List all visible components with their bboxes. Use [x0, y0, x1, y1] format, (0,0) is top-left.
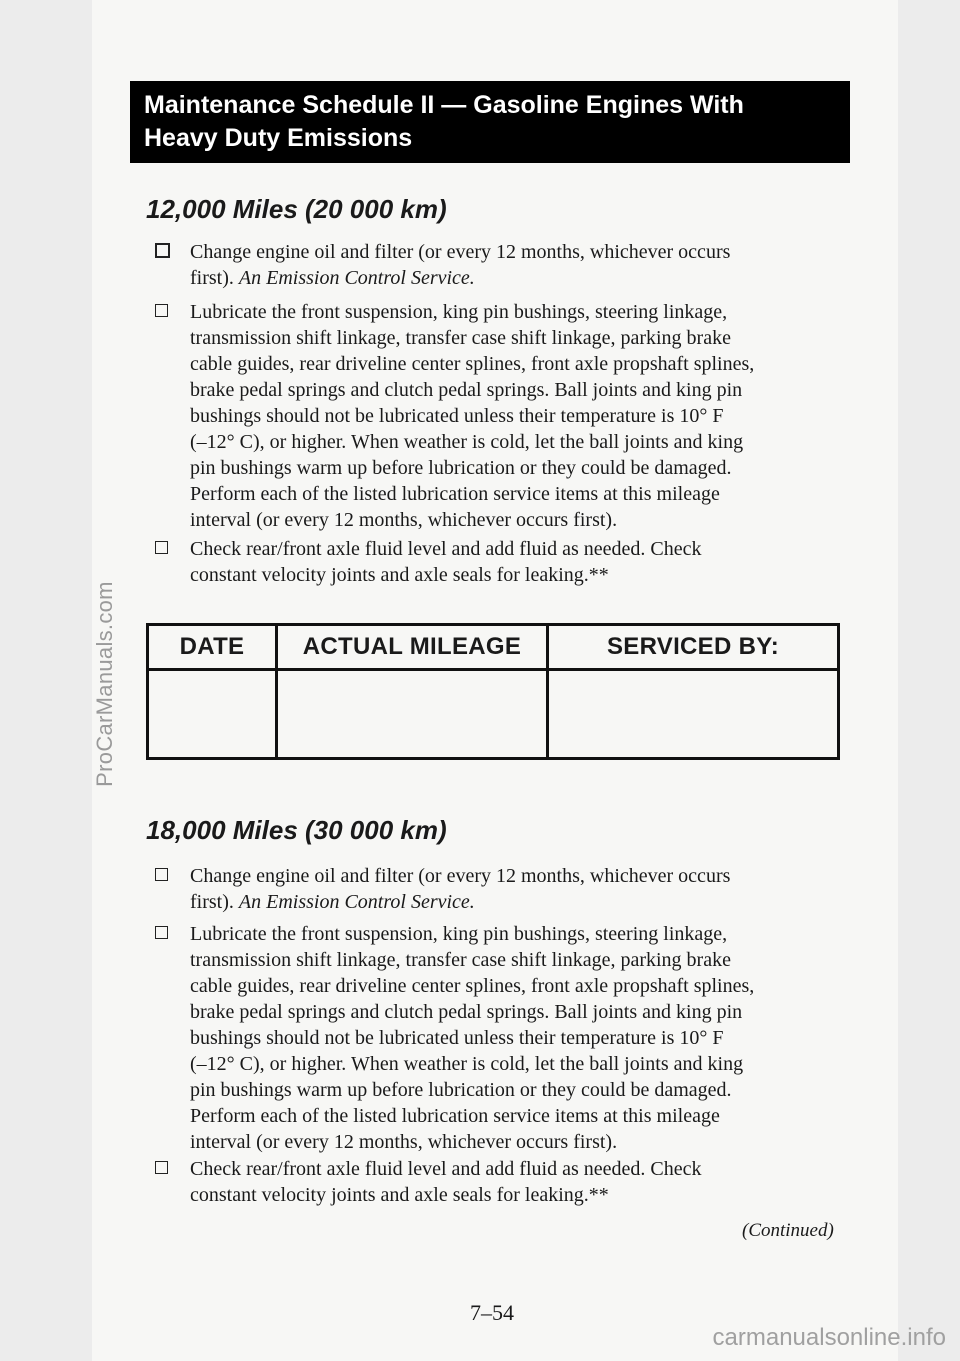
item-line: (–12° C), or higher. When weather is cold, let the ball joints and king [190, 1053, 744, 1075]
checkbox-icon[interactable] [155, 541, 168, 554]
item-line: Check rear/front axle fluid level and add fluid as needed. Check [190, 1158, 702, 1180]
item-line: cable guides, rear driveline center splines, front axle propshaft splines, [190, 975, 755, 997]
footer-watermark: carmanualsonline.info [712, 1324, 946, 1351]
item-line: transmission shift linkage, transfer case shift linkage, parking brake [190, 327, 731, 349]
item-line: Perform each of the listed lubrication service items at this mileage [190, 1105, 720, 1127]
column-header-mileage: ACTUAL MILEAGE [277, 625, 548, 670]
checkbox-icon[interactable] [155, 1161, 168, 1174]
item-line: Change engine oil and filter (or every 12 months, whichever occurs [190, 241, 731, 263]
header-line-1: Maintenance Schedule II — Gasoline Engines With [144, 91, 744, 119]
item-line: cable guides, rear driveline center splines, front axle propshaft splines, [190, 353, 755, 375]
page-number: 7–54 [470, 1300, 514, 1325]
checklist-item [190, 299, 850, 533]
column-header-serviced-by: SERVICED BY: [548, 625, 839, 670]
item-line: bushings should not be lubricated unless their temperature is 10° F [190, 1027, 724, 1049]
date-cell[interactable] [148, 670, 277, 759]
checkbox-icon[interactable] [155, 926, 168, 939]
item-line: pin bushings warm up before lubrication or they could be damaged. [190, 457, 732, 479]
item-line: bushings should not be lubricated unless their temperature is 10° F [190, 405, 724, 427]
serviced-by-cell[interactable] [548, 670, 839, 759]
page-header [130, 81, 850, 163]
item-line: brake pedal springs and clutch pedal springs. Ball joints and king pin [190, 1001, 743, 1023]
item-line: Check rear/front axle fluid level and add fluid as needed. Check [190, 538, 702, 560]
item-line: brake pedal springs and clutch pedal springs. Ball joints and king pin [190, 379, 743, 401]
item-line-last [190, 889, 850, 915]
emission-note: An Emission Control Service. [238, 267, 475, 289]
item-line-last [190, 265, 850, 291]
item-line: constant velocity joints and axle seals for leaking.** [190, 1184, 609, 1206]
item-text: first). [190, 267, 234, 289]
emission-note: An Emission Control Service. [238, 891, 475, 913]
checklist-item [190, 1156, 850, 1208]
mileage-cell[interactable] [277, 670, 548, 759]
item-line: Perform each of the listed lubrication service items at this mileage [190, 483, 720, 505]
item-line: Change engine oil and filter (or every 12 months, whichever occurs [190, 865, 731, 887]
item-line: (–12° C), or higher. When weather is cold, let the ball joints and king [190, 431, 744, 453]
checklist-item [190, 863, 850, 915]
service-record-table [146, 623, 840, 760]
continued-note: (Continued) [742, 1220, 834, 1241]
item-line: pin bushings warm up before lubrication or they could be damaged. [190, 1079, 732, 1101]
side-watermark: ProCarManuals.com [92, 581, 117, 787]
section-title-18000: 18,000 Miles (30 000 km) [146, 815, 447, 845]
item-text: first). [190, 891, 234, 913]
item-line: interval (or every 12 months, whichever occurs first). [190, 509, 618, 531]
checkbox-icon[interactable] [155, 304, 168, 317]
item-line: constant velocity joints and axle seals for leaking.** [190, 564, 609, 586]
column-header-date: DATE [148, 625, 277, 670]
checkbox-icon[interactable] [155, 868, 168, 881]
item-line: Lubricate the front suspension, king pin bushings, steering linkage, [190, 301, 728, 323]
item-line: Lubricate the front suspension, king pin bushings, steering linkage, [190, 923, 728, 945]
header-line-2: Heavy Duty Emissions [144, 124, 413, 152]
checklist-item [190, 921, 850, 1155]
checklist-item [190, 239, 850, 291]
checklist-item [190, 536, 850, 588]
item-line: transmission shift linkage, transfer case shift linkage, parking brake [190, 949, 731, 971]
item-line: interval (or every 12 months, whichever occurs first). [190, 1131, 618, 1153]
checkbox-icon[interactable] [155, 243, 170, 258]
section-title-12000: 12,000 Miles (20 000 km) [146, 194, 447, 224]
